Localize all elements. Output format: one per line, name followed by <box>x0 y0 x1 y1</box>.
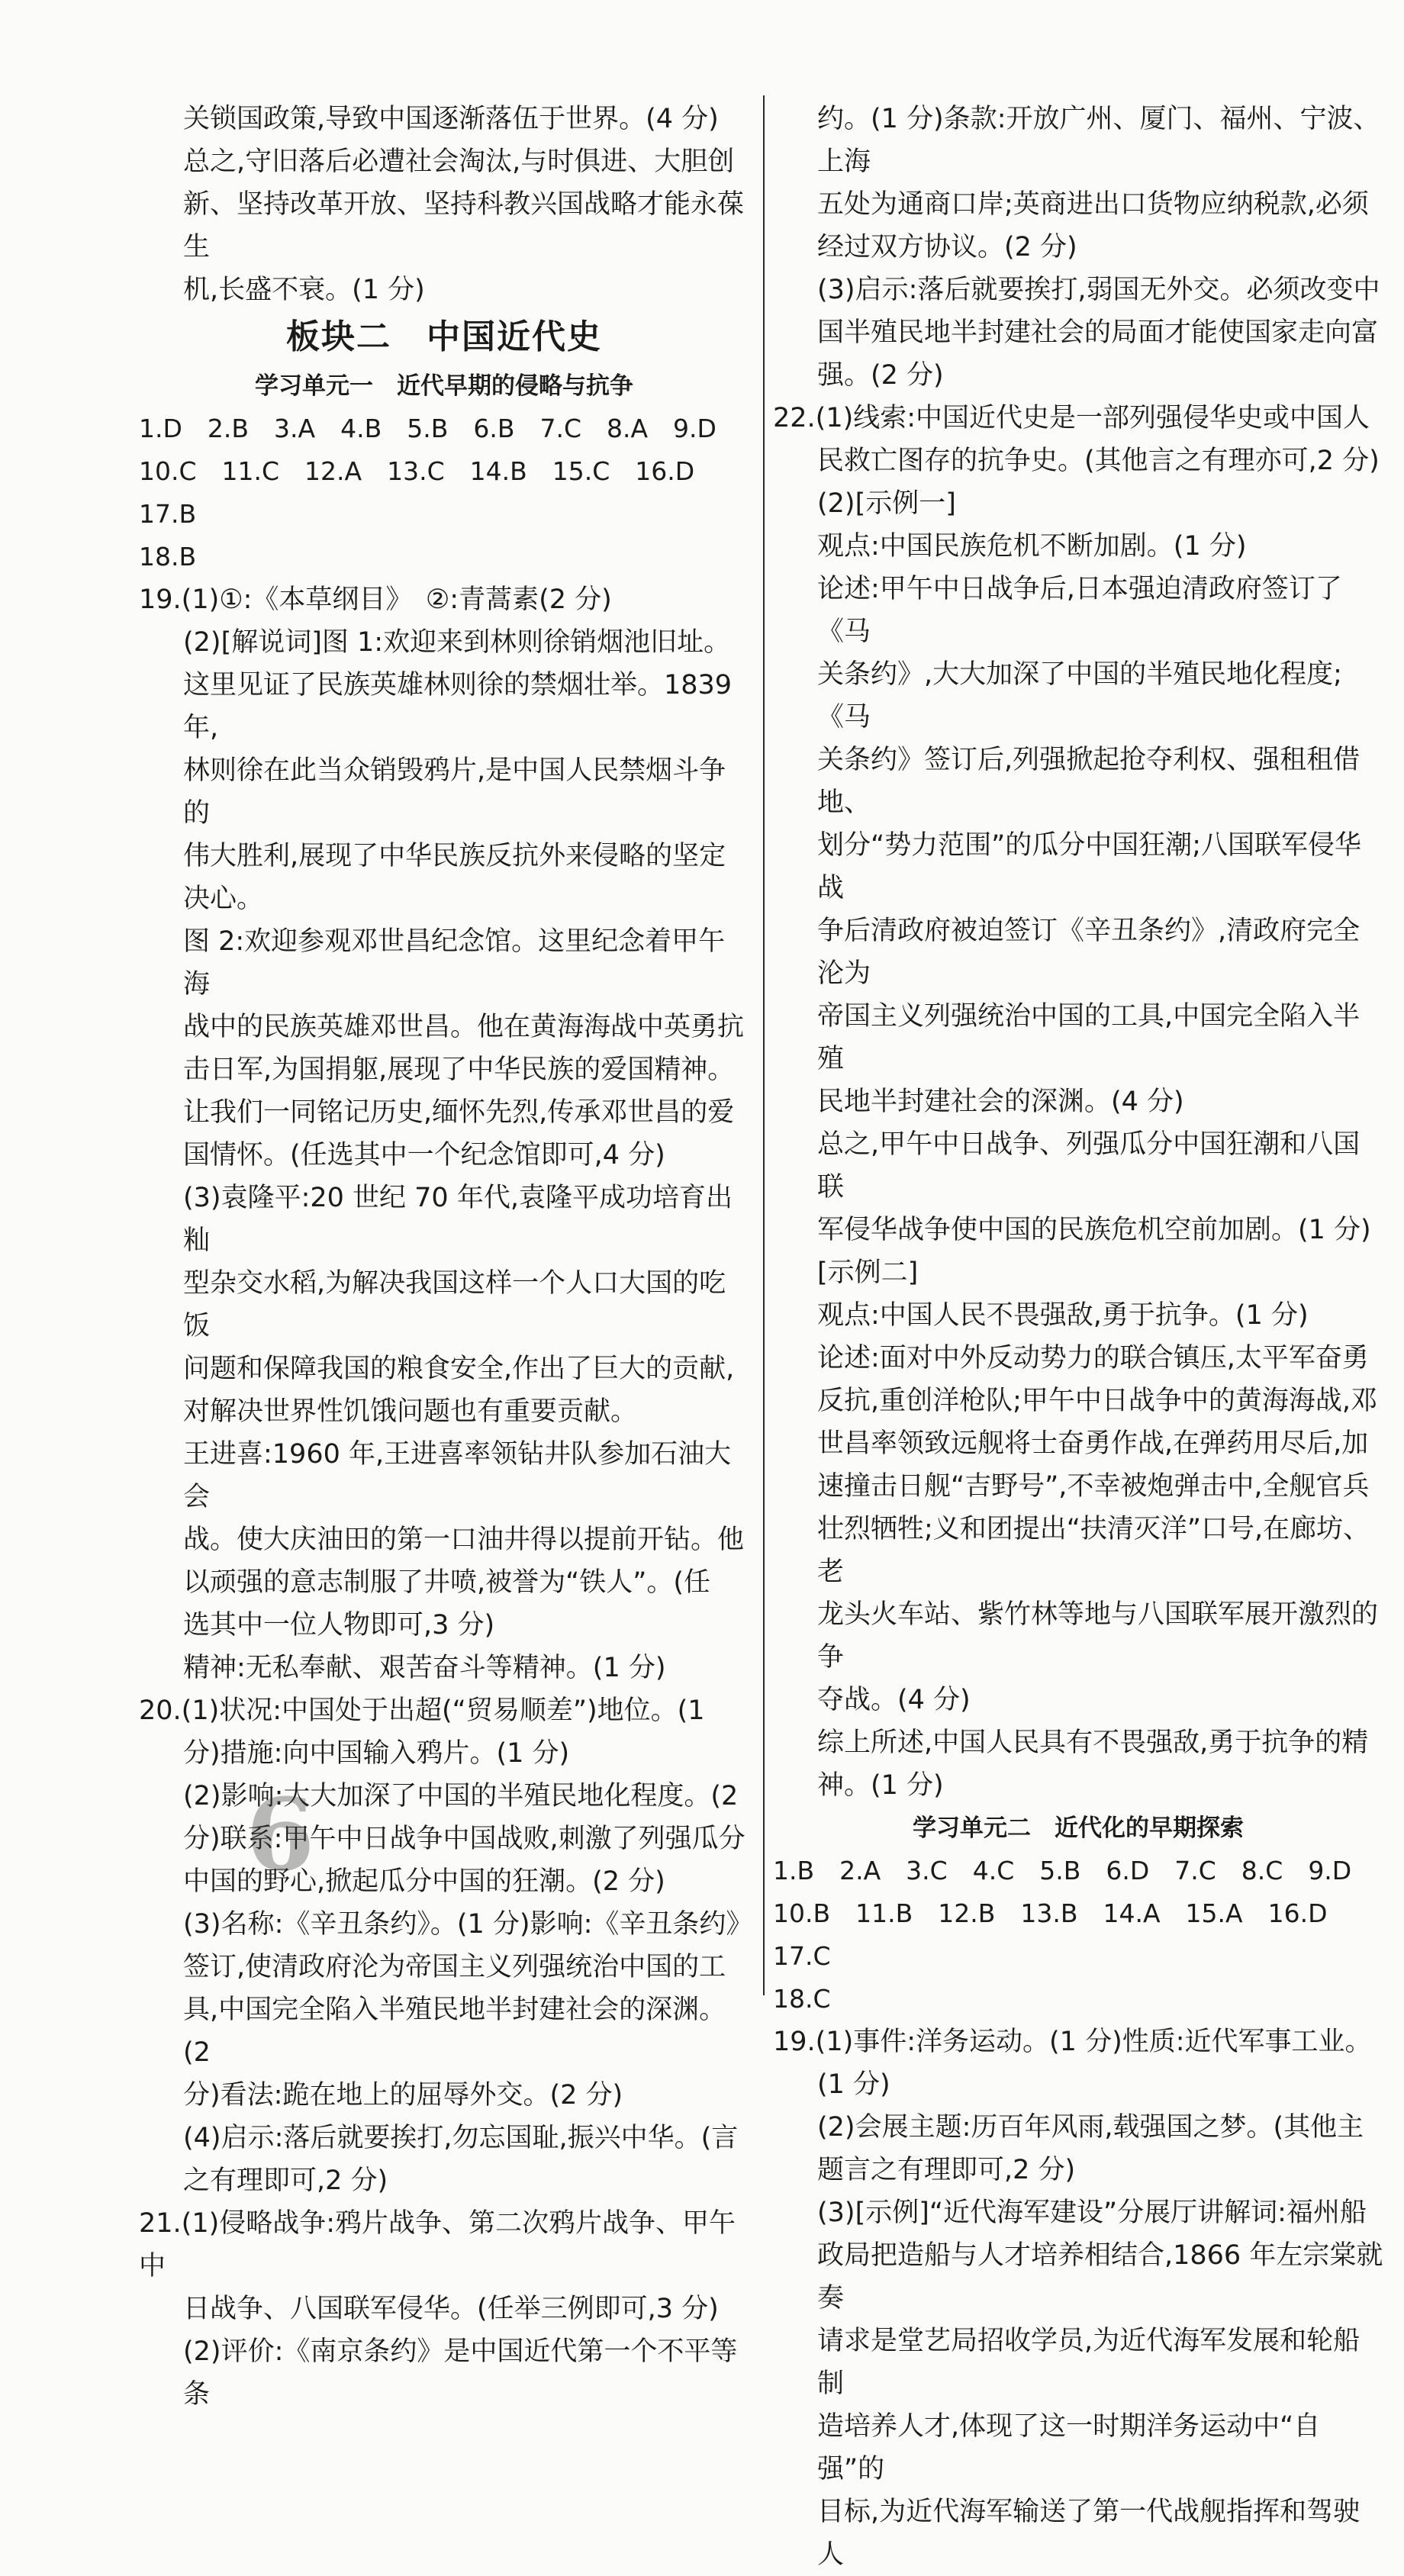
q19-line: 图 2:欢迎参观邓世昌纪念馆。这里纪念着甲午海 <box>183 926 726 1000</box>
q19-line: 选其中一位人物即可,3 分) <box>183 1610 495 1641</box>
mc-unit1-row: 10.C 11.C 12.A 13.C 14.B 15.C 16.D 17.B <box>139 456 720 529</box>
q19-line: 决心。 <box>183 884 264 914</box>
q19-line: 战。使大庆油田的第一口油井得以提前开钻。他 <box>183 1525 745 1555</box>
unit1-title: 学习单元一 近代早期的侵略与抗争 <box>255 372 633 400</box>
q22-line: 夺战。(4 分) <box>817 1685 971 1715</box>
q22-line: 龙头火车站、紫竹林等地与八国联军展开激烈的争 <box>817 1599 1379 1673</box>
q22-line: 划分“势力范围”的瓜分中国狂潮;八国联军侵华战 <box>817 830 1362 903</box>
q22-line: 壮烈牺牲;义和团提出“扶清灭洋”口号,在廊坊、老 <box>817 1514 1370 1587</box>
q20-line: 之有理即可,2 分) <box>183 2165 388 2196</box>
q21-line: 日战争、八国联军侵华。(任举三例即可,3 分) <box>183 2294 719 2324</box>
q19-line: 国情怀。(任选其中一个纪念馆即可,4 分) <box>183 1140 665 1170</box>
right-column <box>773 98 1383 2576</box>
q19-line: 伟大胜利,展现了中华民族反抗外来侵略的坚定 <box>183 841 726 871</box>
q19-line: 对解决世界性饥饿问题也有重要贡献。 <box>183 1396 638 1427</box>
mc-unit2-row: 18.C <box>773 1984 831 2014</box>
q22-line: 综上所述,中国人民具有不畏强敌,勇于抗争的精 <box>817 1728 1369 1758</box>
unit2-title: 学习单元二 近代化的早期探索 <box>913 1814 1244 1842</box>
q21-cont-line: (3)启示:落后就要挨打,弱国无外交。必须改变中 <box>817 275 1380 305</box>
q21-cont-line: 经过双方协议。(2 分) <box>817 232 1077 262</box>
q19-unit2-line: 请求是堂艺局招收学员,为近代海军发展和轮船制 <box>817 2326 1361 2399</box>
intro-line: 关锁国政策,导致中国逐渐落伍于世界。(4 分) <box>183 104 719 134</box>
q20-line: 分)措施:向中国输入鸦片。(1 分) <box>183 1738 570 1769</box>
q22-line: 关条约》签订后,列强掀起抢夺利权、强租租借地、 <box>817 745 1361 818</box>
q20-line: 中国的野心,掀起瓜分中国的狂潮。(2 分) <box>183 1866 665 1897</box>
q19-line: 精神:无私奉献、艰苦奋斗等精神。(1 分) <box>183 1653 666 1683</box>
q22-line: 反抗,重创洋枪队;甲午中日战争中的黄海海战,邓 <box>817 1386 1378 1416</box>
q22-line: 民地半封建社会的深渊。(4 分) <box>817 1087 1184 1117</box>
section-title: 板块二 中国近代史 <box>286 317 602 356</box>
intro-paragraph <box>139 98 749 311</box>
question-19-answer-unit2 <box>773 2021 1383 2576</box>
q20-line: 分)看法:跪在地上的屈辱外交。(2 分) <box>183 2080 623 2111</box>
q19-unit2-line: 19.(1)事件:洋务运动。(1 分)性质:近代军事工业。 <box>773 2027 1372 2057</box>
q20-line: (2)影响:大大加深了中国的半殖民地化程度。(2 <box>183 1781 739 1811</box>
q22-line: 观点:中国人民不畏强敌,勇于抗争。(1 分) <box>817 1300 1309 1331</box>
multiple-choice-answers-unit1 <box>139 407 749 578</box>
column-divider <box>763 95 765 1995</box>
q20-line: (3)名称:《辛丑条约》。(1 分)影响:《辛丑条约》 <box>183 1909 753 1940</box>
q21-line: 21.(1)侵略战争:鸦片战争、第二次鸦片战争、甲午中 <box>139 2208 736 2281</box>
q19-line: 这里见证了民族英雄林则徐的禁烟壮举。1839 年, <box>183 670 733 743</box>
question-21-answer-continued <box>773 98 1383 397</box>
q19-unit2-line: (3)[示例]“近代海军建设”分展厅讲解词:福州船 <box>817 2198 1367 2228</box>
q22-line: 观点:中国民族危机不断加剧。(1 分) <box>817 531 1247 562</box>
q19-line: 战中的民族英雄邓世昌。他在黄海海战中英勇抗 <box>183 1012 745 1042</box>
q19-line: 击日军,为国捐躯,展现了中华民族的爱国精神。 <box>183 1055 735 1085</box>
q20-line: (4)启示:落后就要挨打,勿忘国耻,振兴中华。(言 <box>183 2123 739 2153</box>
question-19-answer <box>139 578 749 1689</box>
q19-line: 让我们一同铭记历史,缅怀先烈,传承邓世昌的爱 <box>183 1097 735 1128</box>
q19-line: 19.(1)①:《本草纲目》 ②:青蒿素(2 分) <box>139 584 612 615</box>
q22-line: 民救亡图存的抗争史。(其他言之有理亦可,2 分) <box>817 446 1380 476</box>
q21-cont-line: 约。(1 分)条款:开放广州、厦门、福州、宁波、上海 <box>817 104 1380 177</box>
q19-line: (3)袁隆平:20 世纪 70 年代,袁隆平成功培育出籼 <box>183 1183 733 1256</box>
q19-line: 型杂交水稻,为解决我国这样一个人口大国的吃饭 <box>183 1268 726 1341</box>
question-22-answer <box>773 397 1383 1807</box>
q19-line: 林则徐在此当众销毁鸦片,是中国人民禁烟斗争的 <box>183 755 726 829</box>
q22-line: 关条约》,大大加深了中国的半殖民地化程度;《马 <box>817 659 1342 733</box>
q19-line: 王进喜:1960 年,王进喜率领钻井队参加石油大会 <box>183 1439 732 1512</box>
q22-line: [示例二] <box>817 1257 919 1288</box>
q20-line: 分)联系:甲午中日战争中国战败,刺激了列强瓜分 <box>183 1824 745 1854</box>
multiple-choice-answers-unit2 <box>773 1850 1383 2021</box>
q19-unit2-line: (2)会展主题:历百年风雨,载强国之梦。(其他主 <box>817 2112 1364 2143</box>
q20-line: 签订,使清政府沦为帝国主义列强统治中国的工 <box>183 1952 726 1982</box>
q19-unit2-line: 题言之有理即可,2 分) <box>817 2155 1076 2185</box>
mc-unit2-row: 10.B 11.B 12.B 13.B 14.A 15.A 16.D 17.C <box>773 1898 1353 1971</box>
left-column <box>139 98 753 2416</box>
q22-line: 总之,甲午中日战争、列强瓜分中国狂潮和八国联 <box>817 1129 1361 1203</box>
page-number: 6 <box>246 1776 315 1893</box>
q19-unit2-line: (1 分) <box>817 2069 890 2100</box>
q22-line: 22.(1)线索:中国近代史是一部列强侵华史或中国人 <box>773 403 1370 433</box>
q22-line: (2)[示例一] <box>817 488 956 519</box>
question-21-answer <box>139 2202 749 2416</box>
intro-line: 新、坚持改革开放、坚持科教兴国战略才能永葆生 <box>183 189 745 262</box>
q22-line: 军侵华战争使中国的民族危机空前加剧。(1 分) <box>817 1215 1371 1245</box>
q21-cont-line: 强。(2 分) <box>817 360 944 391</box>
q20-line: 20.(1)状况:中国处于出超(“贸易顺差”)地位。(1 <box>139 1695 705 1726</box>
q19-line: 问题和保障我国的粮食安全,作出了巨大的贡献, <box>183 1354 735 1384</box>
q20-line: 具,中国完全陷入半殖民地半封建社会的深渊。(2 <box>183 1995 726 2068</box>
mc-unit2-row: 1.B 2.A 3.C 4.C 5.B 6.D 7.C 8.C 9.D <box>773 1856 1352 1885</box>
q22-line: 神。(1 分) <box>817 1770 944 1801</box>
q21-cont-line: 国半殖民地半封建社会的局面才能使国家走向富 <box>817 317 1379 348</box>
q21-line: (2)评价:《南京条约》是中国近代第一个不平等条 <box>183 2336 738 2410</box>
mc-unit1-row: 1.D 2.B 3.A 4.B 5.B 6.B 7.C 8.A 9.D <box>139 414 716 443</box>
q21-cont-line: 五处为通商口岸;英商进出口货物应纳税款,必须 <box>817 189 1369 220</box>
q22-line: 世昌率领致远舰将士奋勇作战,在弹药用尽后,加 <box>817 1428 1369 1459</box>
intro-line: 机,长盛不衰。(1 分) <box>183 275 425 305</box>
q22-line: 速撞击日舰“吉野号”,不幸被炮弹击中,全舰官兵 <box>817 1471 1370 1502</box>
q19-unit2-line: 政局把造船与人才培养相结合,1866 年左宗棠就奏 <box>817 2240 1383 2314</box>
q22-line: 争后清政府被迫签订《辛丑条约》,清政府完全沦为 <box>817 916 1361 989</box>
q19-unit2-line: 造培养人才,体现了这一时期洋务运动中“自强”的 <box>817 2411 1321 2484</box>
intro-line: 总之,守旧落后必遭社会淘汰,与时俱进、大胆创 <box>183 147 735 177</box>
mc-unit1-row: 18.B <box>139 542 197 572</box>
question-20-answer <box>139 1689 753 2202</box>
q19-line: 以顽强的意志制服了井喷,被誉为“铁人”。(任 <box>183 1567 711 1598</box>
q19-unit2-line: 目标,为近代海军输送了第一代战舰指挥和驾驶人 <box>817 2497 1361 2570</box>
q22-line: 论述:甲午中日战争后,日本强迫清政府签订了《马 <box>817 574 1342 647</box>
q19-line: (2)[解说词]图 1:欢迎来到林则徐销烟池旧址。 <box>183 627 731 658</box>
q22-line: 帝国主义列强统治中国的工具,中国完全陷入半殖 <box>817 1001 1361 1074</box>
q22-line: 论述:面对中外反动势力的联合镇压,太平军奋勇 <box>817 1343 1369 1373</box>
